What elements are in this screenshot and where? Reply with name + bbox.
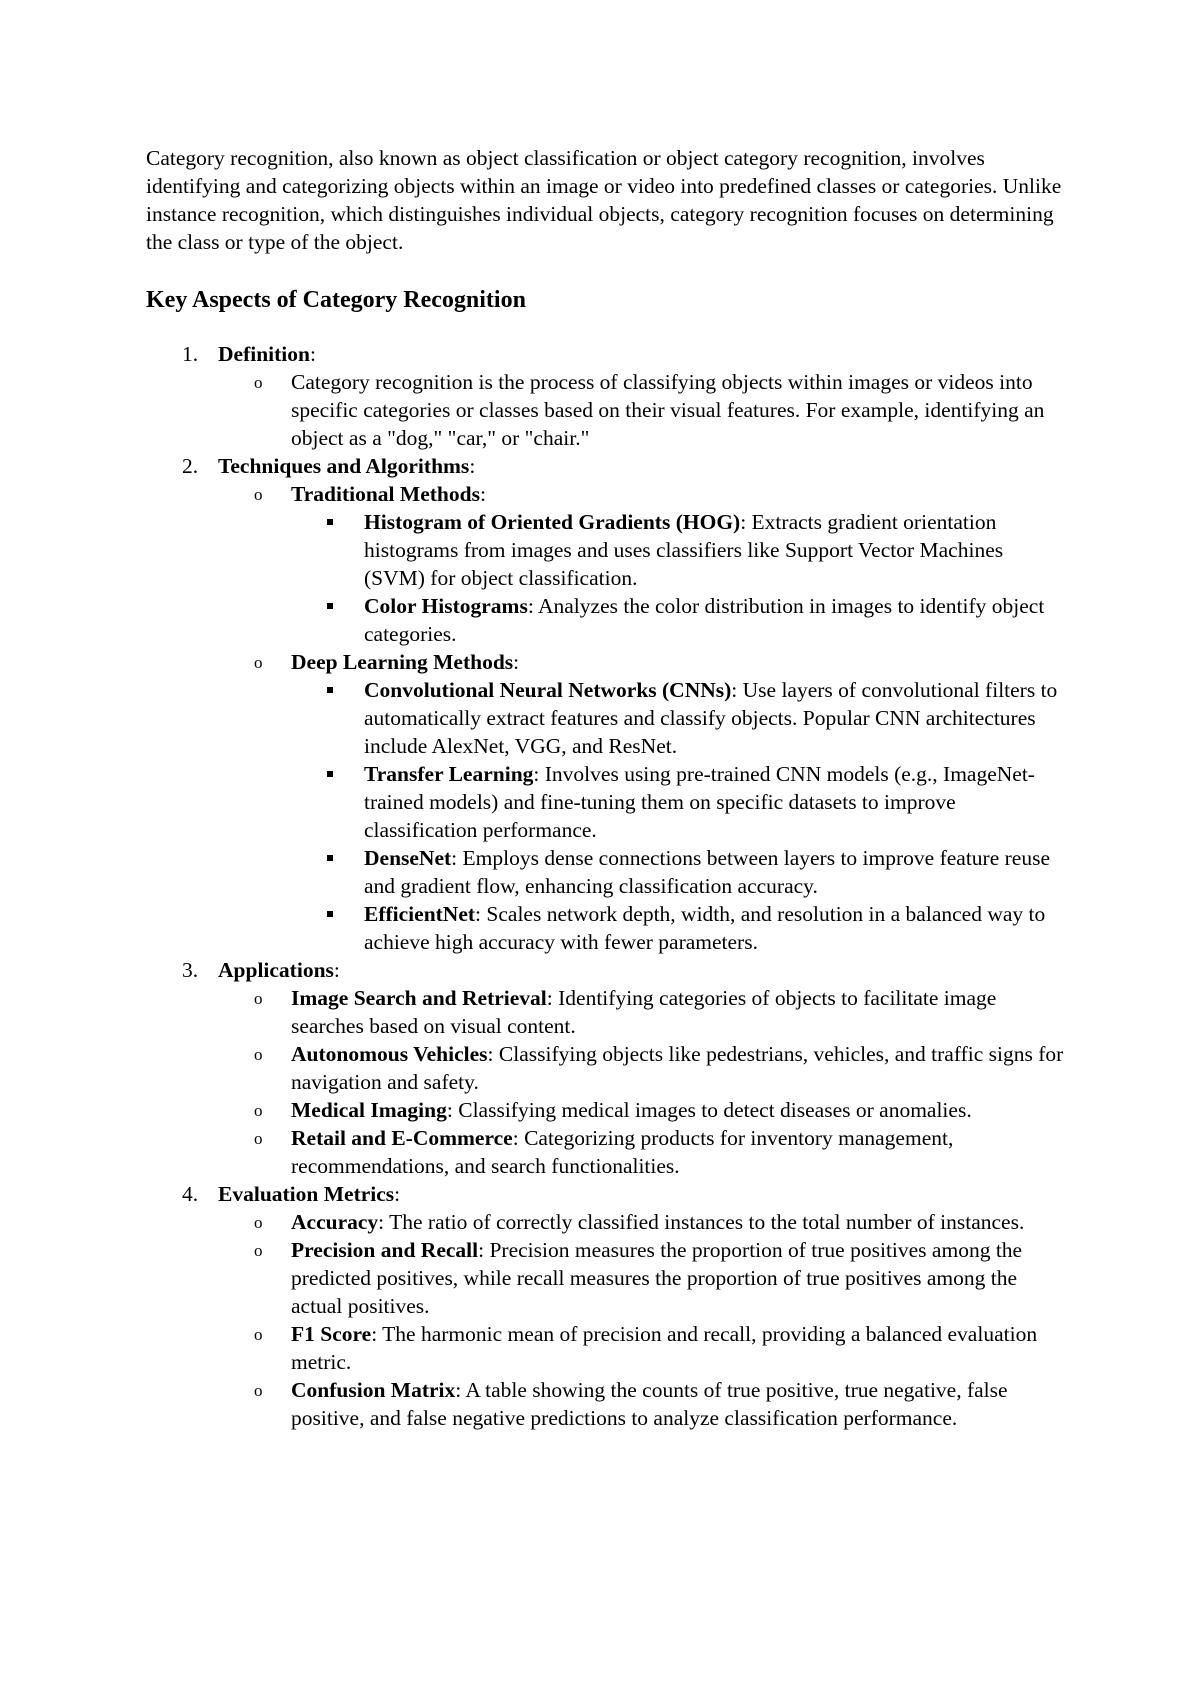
list-number: 1.	[182, 342, 199, 366]
document-page	[146, 144, 1066, 1432]
nested-sublist	[291, 508, 1066, 648]
intro-paragraph: Category recognition, also known as object classification or object category recognition, involves identifying and categorizing objects within an image or video into predefined classes or categories. Unlike instance recognition, which distinguishes individual objects, category recognition focuses on determining the class or type of the object.	[146, 146, 1062, 254]
item-title: Image Search and Retrieval	[291, 986, 547, 1010]
square-bullet-icon	[327, 911, 333, 917]
item-title: F1 Score	[291, 1322, 372, 1346]
item-title: EfficientNet	[364, 902, 476, 926]
item-text: : Categorizing products for inventory management, recommendations, and search functionalities.	[291, 1126, 954, 1178]
item-title: Histogram of Oriented Gradients (HOG)	[364, 510, 741, 534]
list-item	[218, 1040, 1066, 1096]
circle-bullet-icon: o	[254, 1101, 263, 1120]
square-bullet-icon	[327, 771, 333, 777]
item-title: Autonomous Vehicles	[291, 1042, 488, 1066]
item-text: : The ratio of correctly classified instances to the total number of instances.	[378, 1210, 1025, 1234]
circle-bullet-icon: o	[254, 1325, 263, 1344]
list-item	[291, 760, 1066, 844]
list-item-techniques: 2. Techniques and Algorithms: o Traditional Methods: Histogram of Oriented Gradients (HOG): Extracts gradient orientation histograms from images and uses classifiers like Support Vector Machines (SVM) for object classification. Color Histograms: Analyzes the color distribution in images to identify object categories. o Deep Learning Methods: Convolutional Neural Networks (CNNs): Use layers of convolutional filters to automatically extract features and classify objects. Popular CNN architectures include AlexNet, VGG, and ResNet. Transfer Learning: Involves using pre-trained CNN models (e.g., ImageNet-trained models) and fine-tuning them on specific datasets to improve classification performance. DenseNet: Employs dense connections between layers to improve feature reuse and gradient flow, enhancing classification accuracy. EfficientNet: Scales network depth, width, and resolution in a balanced way to achieve high accuracy with fewer parameters.	[146, 452, 1066, 956]
list-item-definition: 1. Definition: o Category recognition is the process of classifying objects within images or videos into specific categories or classes based on their visual features. For example, identifying an object as a "dog," "car," or "chair."	[146, 340, 1066, 452]
list-item: o Deep Learning Methods: Convolutional Neural Networks (CNNs): Use layers of convolutional filters to automatically extract features and classify objects. Popular CNN architectures include AlexNet, VGG, and ResNet. Transfer Learning: Involves using pre-trained CNN models (e.g., ImageNet-trained models) and fine-tuning them on specific datasets to improve classification performance. DenseNet: Employs dense connections between layers to improve feature reuse and gradient flow, enhancing classification accuracy. EfficientNet: Scales network depth, width, and resolution in a balanced way to achieve high accuracy with fewer parameters.	[218, 648, 1066, 956]
list-item	[291, 592, 1066, 648]
list-item	[218, 1376, 1066, 1432]
circle-bullet-icon: o	[254, 989, 263, 1008]
item-title: Applications	[218, 958, 334, 982]
item-title: Deep Learning Methods	[291, 650, 514, 674]
item-text: : Precision measures the proportion of true positives among the predicted positives, while recall measures the proportion of true positives among the actual positives.	[291, 1238, 1023, 1318]
square-bullet-icon	[327, 687, 333, 693]
item-title: Precision and Recall	[291, 1238, 479, 1262]
circle-bullet-icon: o	[254, 373, 263, 392]
list-number: 2.	[182, 454, 199, 478]
item-title: Evaluation Metrics	[218, 1182, 395, 1206]
sublist	[218, 480, 1066, 956]
list-item	[218, 1124, 1066, 1180]
item-title: Color Histograms	[364, 594, 528, 618]
list-item	[291, 844, 1066, 900]
circle-bullet-icon: o	[254, 485, 263, 504]
item-title: Transfer Learning	[364, 762, 534, 786]
circle-bullet-icon: o	[254, 1241, 263, 1260]
list-item-applications: 3. Applications: o Image Search and Retrieval: Identifying categories of objects to facilitate image searches based on visual content. o Autonomous Vehicles: Classifying objects like pedestrians, vehicles, and traffic signs for navigation and safety. o Medical Imaging: Classifying medical images to detect diseases or anomalies. o Retail and E-Commerce: Categorizing products for inventory management, recommendations, and search functionalities.	[146, 956, 1066, 1180]
list-item: o Traditional Methods: Histogram of Oriented Gradients (HOG): Extracts gradient orientation histograms from images and uses classifiers like Support Vector Machines (SVM) for object classification. Color Histograms: Analyzes the color distribution in images to identify object categories.	[218, 480, 1066, 648]
item-text: : Scales network depth, width, and resolution in a balanced way to achieve high accuracy with fewer parameters.	[364, 902, 1046, 954]
list-number: 4.	[182, 1182, 199, 1206]
list-item	[291, 508, 1066, 592]
item-title: Medical Imaging	[291, 1098, 447, 1122]
list-item-evaluation-metrics: 4. Evaluation Metrics: o Accuracy: The ratio of correctly classified instances to the total number of instances. o Precision and Recall: Precision measures the proportion of true positives among the predicted positives, while recall measures the proportion of true positives among the actual positives. o F1 Score: The harmonic mean of precision and recall, providing a balanced evaluation metric. o Confusion Matrix: A table showing the counts of true positive, true negative, false positive, and false negative predictions to analyze classification performance.	[146, 1180, 1066, 1432]
list-item	[291, 676, 1066, 760]
item-title: Accuracy	[291, 1210, 379, 1234]
circle-bullet-icon: o	[254, 1045, 263, 1064]
list-item	[218, 1320, 1066, 1376]
item-text: : The harmonic mean of precision and recall, providing a balanced evaluation metric.	[291, 1322, 1038, 1374]
item-text: Category recognition is the process of classifying objects within images or videos into specific categories or classes based on their visual features. For example, identifying an object as a "dog," "car," or "chair."	[291, 370, 1045, 450]
list-item	[218, 1096, 1066, 1124]
circle-bullet-icon: o	[254, 1213, 263, 1232]
item-title: Confusion Matrix	[291, 1378, 456, 1402]
item-text: : Analyzes the color distribution in images to identify object categories.	[364, 594, 1045, 646]
item-title: DenseNet	[364, 846, 452, 870]
list-number: 3.	[182, 958, 199, 982]
circle-bullet-icon: o	[254, 1381, 263, 1400]
square-bullet-icon	[327, 519, 333, 525]
sublist	[218, 984, 1066, 1180]
item-title: Convolutional Neural Networks (CNNs)	[364, 678, 732, 702]
sublist	[218, 368, 1066, 452]
aspects-list	[146, 340, 1066, 1432]
circle-bullet-icon: o	[254, 1129, 263, 1148]
list-item	[218, 984, 1066, 1040]
list-item	[218, 1236, 1066, 1320]
item-text: : Extracts gradient orientation histograms from images and uses classifiers like Support Vector Machines (SVM) for object classification.	[364, 510, 1004, 590]
item-text: : Employs dense connections between layers to improve feature reuse and gradient flow, enhancing classification accuracy.	[364, 846, 1050, 898]
item-title: Retail and E-Commerce	[291, 1126, 513, 1150]
section-heading: Key Aspects of Category Recognition	[146, 287, 526, 313]
item-title: Techniques and Algorithms	[218, 454, 470, 478]
square-bullet-icon	[327, 603, 333, 609]
circle-bullet-icon: o	[254, 653, 263, 672]
item-text: : Use layers of convolutional filters to automatically extract features and classify objects. Popular CNN architectures include AlexNet, VGG, and ResNet.	[364, 678, 1058, 758]
nested-sublist	[291, 676, 1066, 956]
item-text: : Classifying medical images to detect diseases or anomalies.	[446, 1098, 972, 1122]
list-item	[218, 368, 1066, 452]
item-text: : Identifying categories of objects to facilitate image searches based on visual content.	[291, 986, 997, 1038]
list-item	[218, 1208, 1066, 1236]
sublist	[218, 1208, 1066, 1432]
item-text: : A table showing the counts of true positive, true negative, false positive, and false negative predictions to analyze classification performance.	[291, 1378, 1008, 1430]
item-text: : Involves using pre-trained CNN models (e.g., ImageNet-trained models) and fine-tuning them on specific datasets to improve classification performance.	[364, 762, 1035, 842]
list-item	[291, 900, 1066, 956]
square-bullet-icon	[327, 855, 333, 861]
item-title: Definition	[218, 342, 310, 366]
item-title: Traditional Methods	[291, 482, 480, 506]
item-text: : Classifying objects like pedestrians, vehicles, and traffic signs for navigation and safety.	[291, 1042, 1064, 1094]
